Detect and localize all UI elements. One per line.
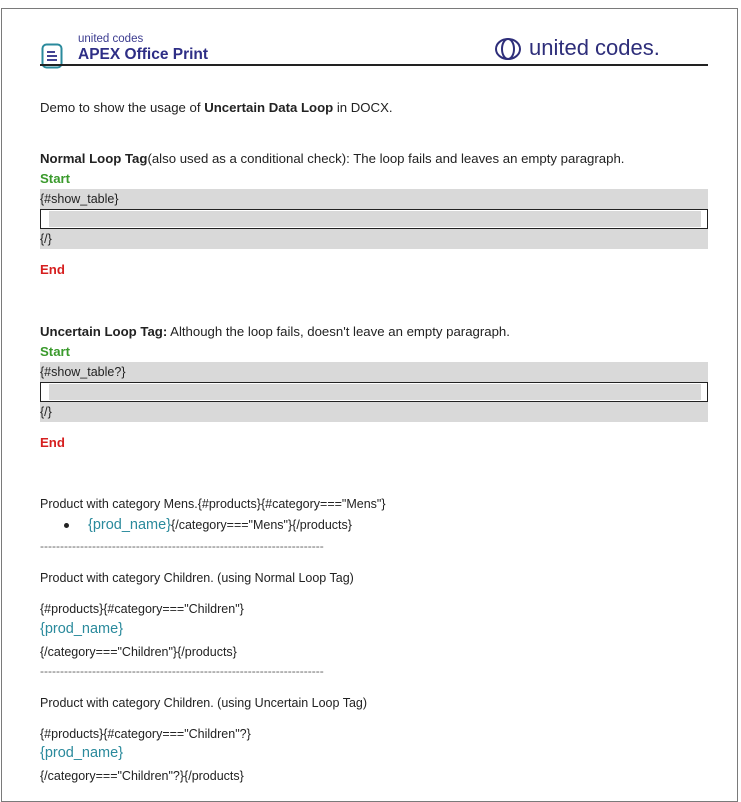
normal-loop-title-bold: Normal Loop Tag [40, 151, 148, 166]
children-uncertain-close: {/category==="Children"?}{/products} [40, 769, 244, 783]
united-codes-logo-icon [493, 38, 523, 60]
normal-empty-cell [49, 211, 701, 227]
uncertain-open-band [40, 362, 708, 382]
uncertain-empty-table [40, 382, 708, 402]
children-normal-close: {/category==="Children"}{/products} [40, 645, 237, 659]
mens-bullet-rest: {/category==="Mens"}{/products} [171, 518, 352, 532]
uncertain-close-tag: {/} [40, 405, 52, 419]
normal-close-tag: {/} [40, 232, 52, 246]
children-uncertain-open: {#products}{#category==="Children"?} [40, 727, 251, 741]
intro-bold: Uncertain Data Loop [204, 100, 334, 115]
intro-line [40, 100, 393, 116]
uncertain-loop-title [40, 324, 510, 340]
normal-empty-table [40, 209, 708, 229]
children-normal-open: {#products}{#category==="Children"} [40, 602, 244, 616]
header-divider [40, 64, 708, 66]
uncertain-end-label: End [40, 435, 65, 450]
uncertain-close-band [40, 402, 708, 422]
bullet-marker [64, 523, 69, 528]
children-uncertain-heading: Product with category Children. (using Uncertain Loop Tag) [40, 696, 368, 710]
children-uncertain-prod-name-field: {prod_name} [40, 745, 124, 761]
mens-bullet-item [88, 517, 352, 533]
intro-suffix: in DOCX. [333, 100, 393, 115]
united-codes-logo-text: united codes. [529, 35, 660, 60]
children-normal-prod-name-field: {prod_name} [40, 621, 124, 637]
normal-open-band [40, 189, 708, 209]
uncertain-empty-cell [49, 384, 701, 400]
normal-loop-title [40, 151, 624, 167]
children-normal-heading: Product with category Children. (using Normal Loop Tag) [40, 571, 354, 585]
uncertain-loop-title-bold: Uncertain Loop Tag: [40, 324, 168, 339]
brand-title: APEX Office Print [78, 46, 209, 63]
normal-close-band [40, 229, 708, 249]
mens-prod-name-field: {prod_name} [88, 517, 172, 533]
normal-loop-title-rest: (also used as a conditional check): The loop fails and leaves an empty paragraph. [147, 151, 625, 166]
separator-2: ----------------------------------------------------------------------- [40, 664, 324, 678]
uncertain-open-tag: {#show_table?} [40, 365, 126, 379]
normal-open-tag: {#show_table} [40, 192, 119, 206]
separator-1: ----------------------------------------------------------------------- [40, 539, 324, 553]
document-page [1, 8, 738, 802]
uncertain-loop-title-rest: Although the loop fails, doesn't leave an empty paragraph. [167, 324, 510, 339]
brand-small-text: united codes [78, 33, 144, 45]
intro-prefix: Demo to show the usage of [40, 100, 205, 115]
uncertain-start-label: Start [40, 344, 71, 359]
mens-line: Product with category Mens.{#products}{#category==="Mens"} [40, 497, 386, 511]
normal-start-label: Start [40, 171, 71, 186]
normal-end-label: End [40, 262, 65, 277]
